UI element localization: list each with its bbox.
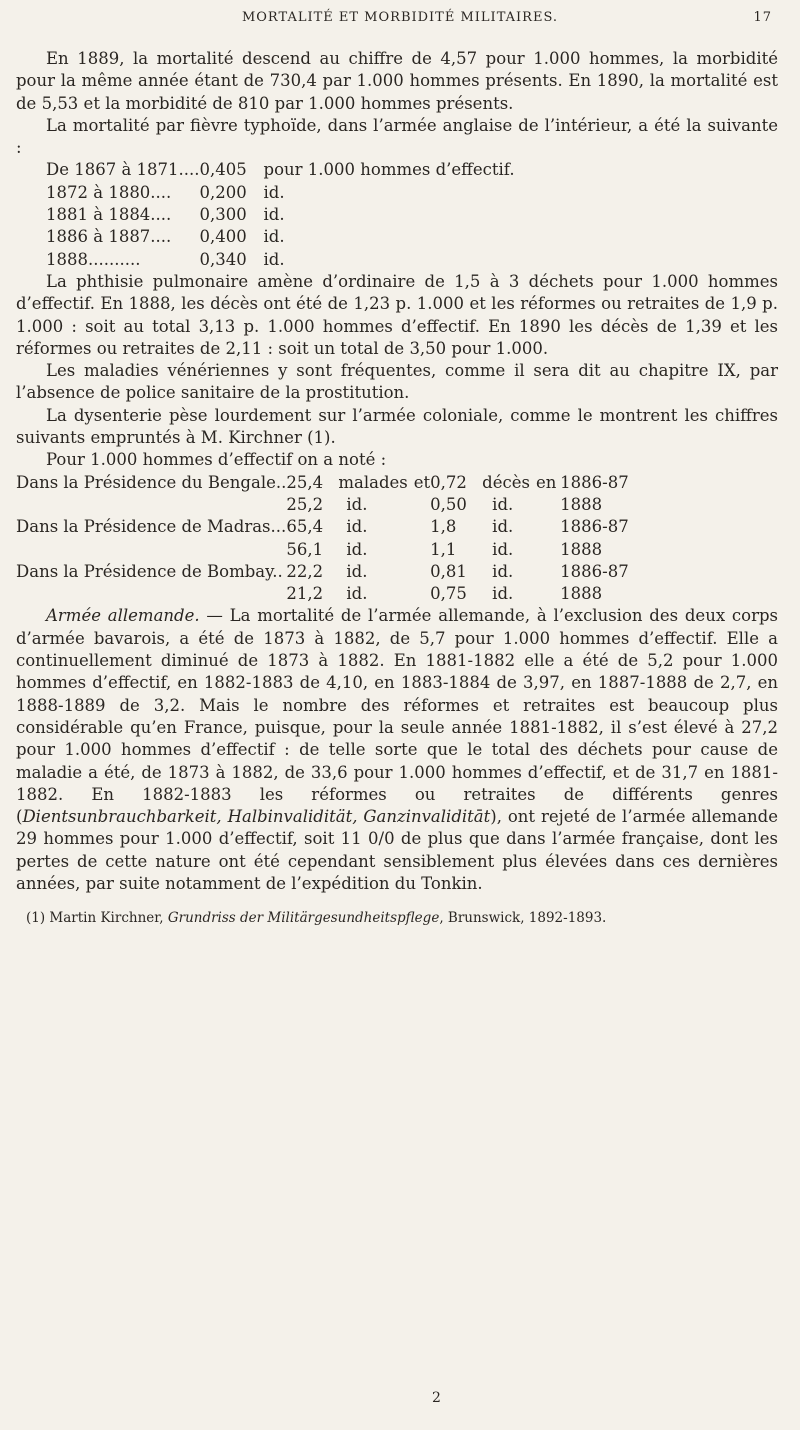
- sick-word: [334, 539, 430, 561]
- sick-word-text: id.: [346, 494, 368, 514]
- typhoid-value: 0,405: [199, 160, 247, 180]
- death-word: [478, 494, 560, 516]
- presidency-label: [16, 539, 286, 561]
- sick-rate: 21,2: [286, 584, 324, 604]
- typhoid-table: [46, 159, 515, 270]
- death-rate: 0,50: [430, 494, 467, 514]
- dysentery-row: [16, 539, 629, 561]
- death-word: [478, 472, 560, 494]
- paragraph-5: La dysenterie pèse lourdement sur l’armée coloniale, comme le montrent les chiffres suivants empruntés à M. Kirchner (1).: [16, 405, 778, 448]
- conjunction: et: [413, 472, 431, 492]
- footnote: [16, 909, 778, 927]
- year: 1888: [560, 584, 603, 604]
- paragraph-4: Les maladies vénériennes y sont fréquentes, comme il sera dit au chapitre IX, par l’absence de police sanitaire de la prostitution.: [16, 361, 778, 403]
- typhoid-value: 0,300: [199, 205, 247, 225]
- typhoid-period: 1886 à 1887....: [46, 227, 172, 247]
- sick-word: [334, 583, 430, 605]
- body-text: [16, 48, 778, 927]
- typhoid-row: [46, 159, 515, 181]
- dysentery-table: [16, 472, 629, 606]
- typhoid-note: id.: [263, 227, 285, 247]
- dysentery-row: [16, 472, 629, 494]
- paragraph-7: [16, 605, 778, 895]
- sick-rate: 25,4: [286, 472, 324, 492]
- typhoid-note: id.: [263, 249, 285, 269]
- death-rate: 1,1: [430, 539, 457, 559]
- sick-word-text: id.: [346, 517, 368, 537]
- sick-word: [334, 516, 430, 538]
- presidency-label: Dans la Présidence de Bombay..: [16, 561, 283, 581]
- death-word-text: id.: [492, 494, 514, 514]
- signature-mark: 2: [432, 1390, 441, 1406]
- presidency-label: [16, 583, 286, 605]
- death-word-text: id.: [492, 517, 514, 537]
- typhoid-period: 1881 à 1884....: [46, 205, 172, 225]
- death-rate: 0,72: [430, 472, 467, 492]
- dysentery-row: [16, 583, 629, 605]
- death-rate: 0,75: [430, 584, 467, 604]
- section-heading-german-army: Armée allemande.: [46, 606, 200, 626]
- sick-word-text: id.: [346, 584, 368, 604]
- paragraph-6: Pour 1.000 hommes d’effectif on a noté :: [46, 450, 387, 470]
- typhoid-value: 0,400: [199, 227, 247, 247]
- death-word: [478, 561, 560, 583]
- death-word-text: id.: [492, 561, 514, 581]
- typhoid-note: pour 1.000 hommes d’effectif.: [263, 160, 515, 180]
- sick-rate: 22,2: [286, 561, 324, 581]
- death-word-text: décès: [482, 472, 530, 492]
- typhoid-row: [46, 226, 515, 248]
- page-number: 17: [753, 10, 772, 25]
- death-word: [478, 539, 560, 561]
- presidency-label: Dans la Présidence du Bengale..: [16, 472, 287, 492]
- paragraph-2: La mortalité par fièvre typhoïde, dans l’armée anglaise de l’intérieur, a été la suivante :: [16, 115, 778, 158]
- typhoid-note: id.: [263, 182, 285, 202]
- death-rate: 0,81: [430, 561, 467, 581]
- sick-word-text: id.: [346, 561, 368, 581]
- year: 1888: [560, 539, 603, 559]
- typhoid-period: 1888..........: [46, 249, 141, 269]
- paragraph-7-german-terms: Dientsunbrauchbarkeit, Halbinvalidität, Ganzinvaliditāt: [22, 807, 491, 827]
- typhoid-period: De 1867 à 1871....: [46, 160, 200, 180]
- sick-word-text: malades: [338, 472, 408, 492]
- header-title: MORTALITÉ ET MORBIDITÉ MILITAIRES.: [241, 10, 559, 25]
- sick-rate: 56,1: [286, 539, 324, 559]
- sick-word-text: id.: [346, 539, 368, 559]
- paragraph-1: En 1889, la mortalité descend au chiffre de 4,57 pour 1.000 hommes, la morbidité pour la même année étant de 730,4 par 1.000 hommes présents. En 1890, la mortalité est de 5,53 et la morbidité de 810 par 1.000 hommes présents.: [16, 49, 778, 113]
- sick-rate: 25,2: [286, 494, 324, 514]
- typhoid-period: 1872 à 1880....: [46, 182, 172, 202]
- death-word: [478, 516, 560, 538]
- death-word: [478, 583, 560, 605]
- dysentery-row: [16, 516, 629, 538]
- dysentery-row: [16, 561, 629, 583]
- typhoid-value: 0,340: [199, 249, 247, 269]
- typhoid-row: [46, 182, 515, 204]
- typhoid-note: id.: [263, 205, 285, 225]
- sick-word: [334, 494, 430, 516]
- paragraph-7-body: — La mortalité de l’armée allemande, à l’exclusion des deux corps d’armée bavarois, a été de 1873 à 1882, de 5,7 pour 1.000 hommes d’effectif. Elle a continuellement diminué de 1873 à 1882. En 1881-1882 elle a été de 5,2 pour 1.000 hommes d’effectif, en 1882-1883 de 4,10, en 1883-1884 de 3,97, en 1887-1888 de 2,7, en 1888-1889 de 3,2. Mais le nombre des réformes et retraites est beaucoup plus considérable qu’en France, puisque, pour la seule année 1881-1882, il s’est élevé à 27,2 pour 1.000 hommes d’effectif : de telle sorte que le total des déchets pour cause de maladie a été, de 1873 à 1882, de 33,6 pour 1.000 hommes d’effectif, et de 31,7 en 1881-1882. En 1882-1883 les réformes ou retraites de différents genres (: [16, 606, 779, 827]
- typhoid-row: [46, 204, 515, 226]
- death-rate: 1,8: [430, 517, 457, 537]
- sick-rate: 65,4: [286, 517, 324, 537]
- sick-word: [334, 472, 430, 494]
- year: 1886-87: [560, 561, 629, 581]
- sick-word: [334, 561, 430, 583]
- year: 1886-87: [560, 517, 629, 537]
- footnote-rest: , Brunswick, 1892-1893.: [439, 910, 607, 927]
- year: 1888: [560, 494, 603, 514]
- death-word-text: id.: [492, 539, 514, 559]
- typhoid-row: [46, 249, 515, 271]
- paragraph-7-end: ), ont rejeté de l’armée allemande 29 hommes pour 1.000 d’effectif, soit 11 0/0 de plus que dans l’armée française, dont les pertes de cette nature ont été cependant sensiblement plus élevées dans ces dernières années, par suite notamment de l’expédition du Tonkin.: [16, 807, 778, 893]
- running-header: [0, 10, 800, 25]
- footnote-work: Grundriss der Militärgesundheitspflege: [167, 910, 440, 927]
- footnote-mark: (1) Martin Kirchner,: [26, 910, 168, 927]
- typhoid-value: 0,200: [199, 182, 247, 202]
- paragraph-3: La phthisie pulmonaire amène d’ordinaire de 1,5 à 3 déchets pour 1.000 hommes d’effectif. En 1888, les décès ont été de 1,23 p. 1.000 et les réformes ou retraites de 1,9 p. 1.000 : soit au total 3,13 p. 1.000 hommes d’effectif. En 1890 les décès de 1,39 et les réformes ou retraites de 2,11 : soit un total de 3,50 pour 1.000.: [16, 271, 778, 358]
- death-word-text: id.: [492, 584, 514, 604]
- year: 1886-87: [560, 472, 629, 492]
- preposition: en: [535, 472, 557, 492]
- presidency-label: [16, 494, 286, 516]
- presidency-label: Dans la Présidence de Madras...: [16, 517, 287, 537]
- dysentery-row: [16, 494, 629, 516]
